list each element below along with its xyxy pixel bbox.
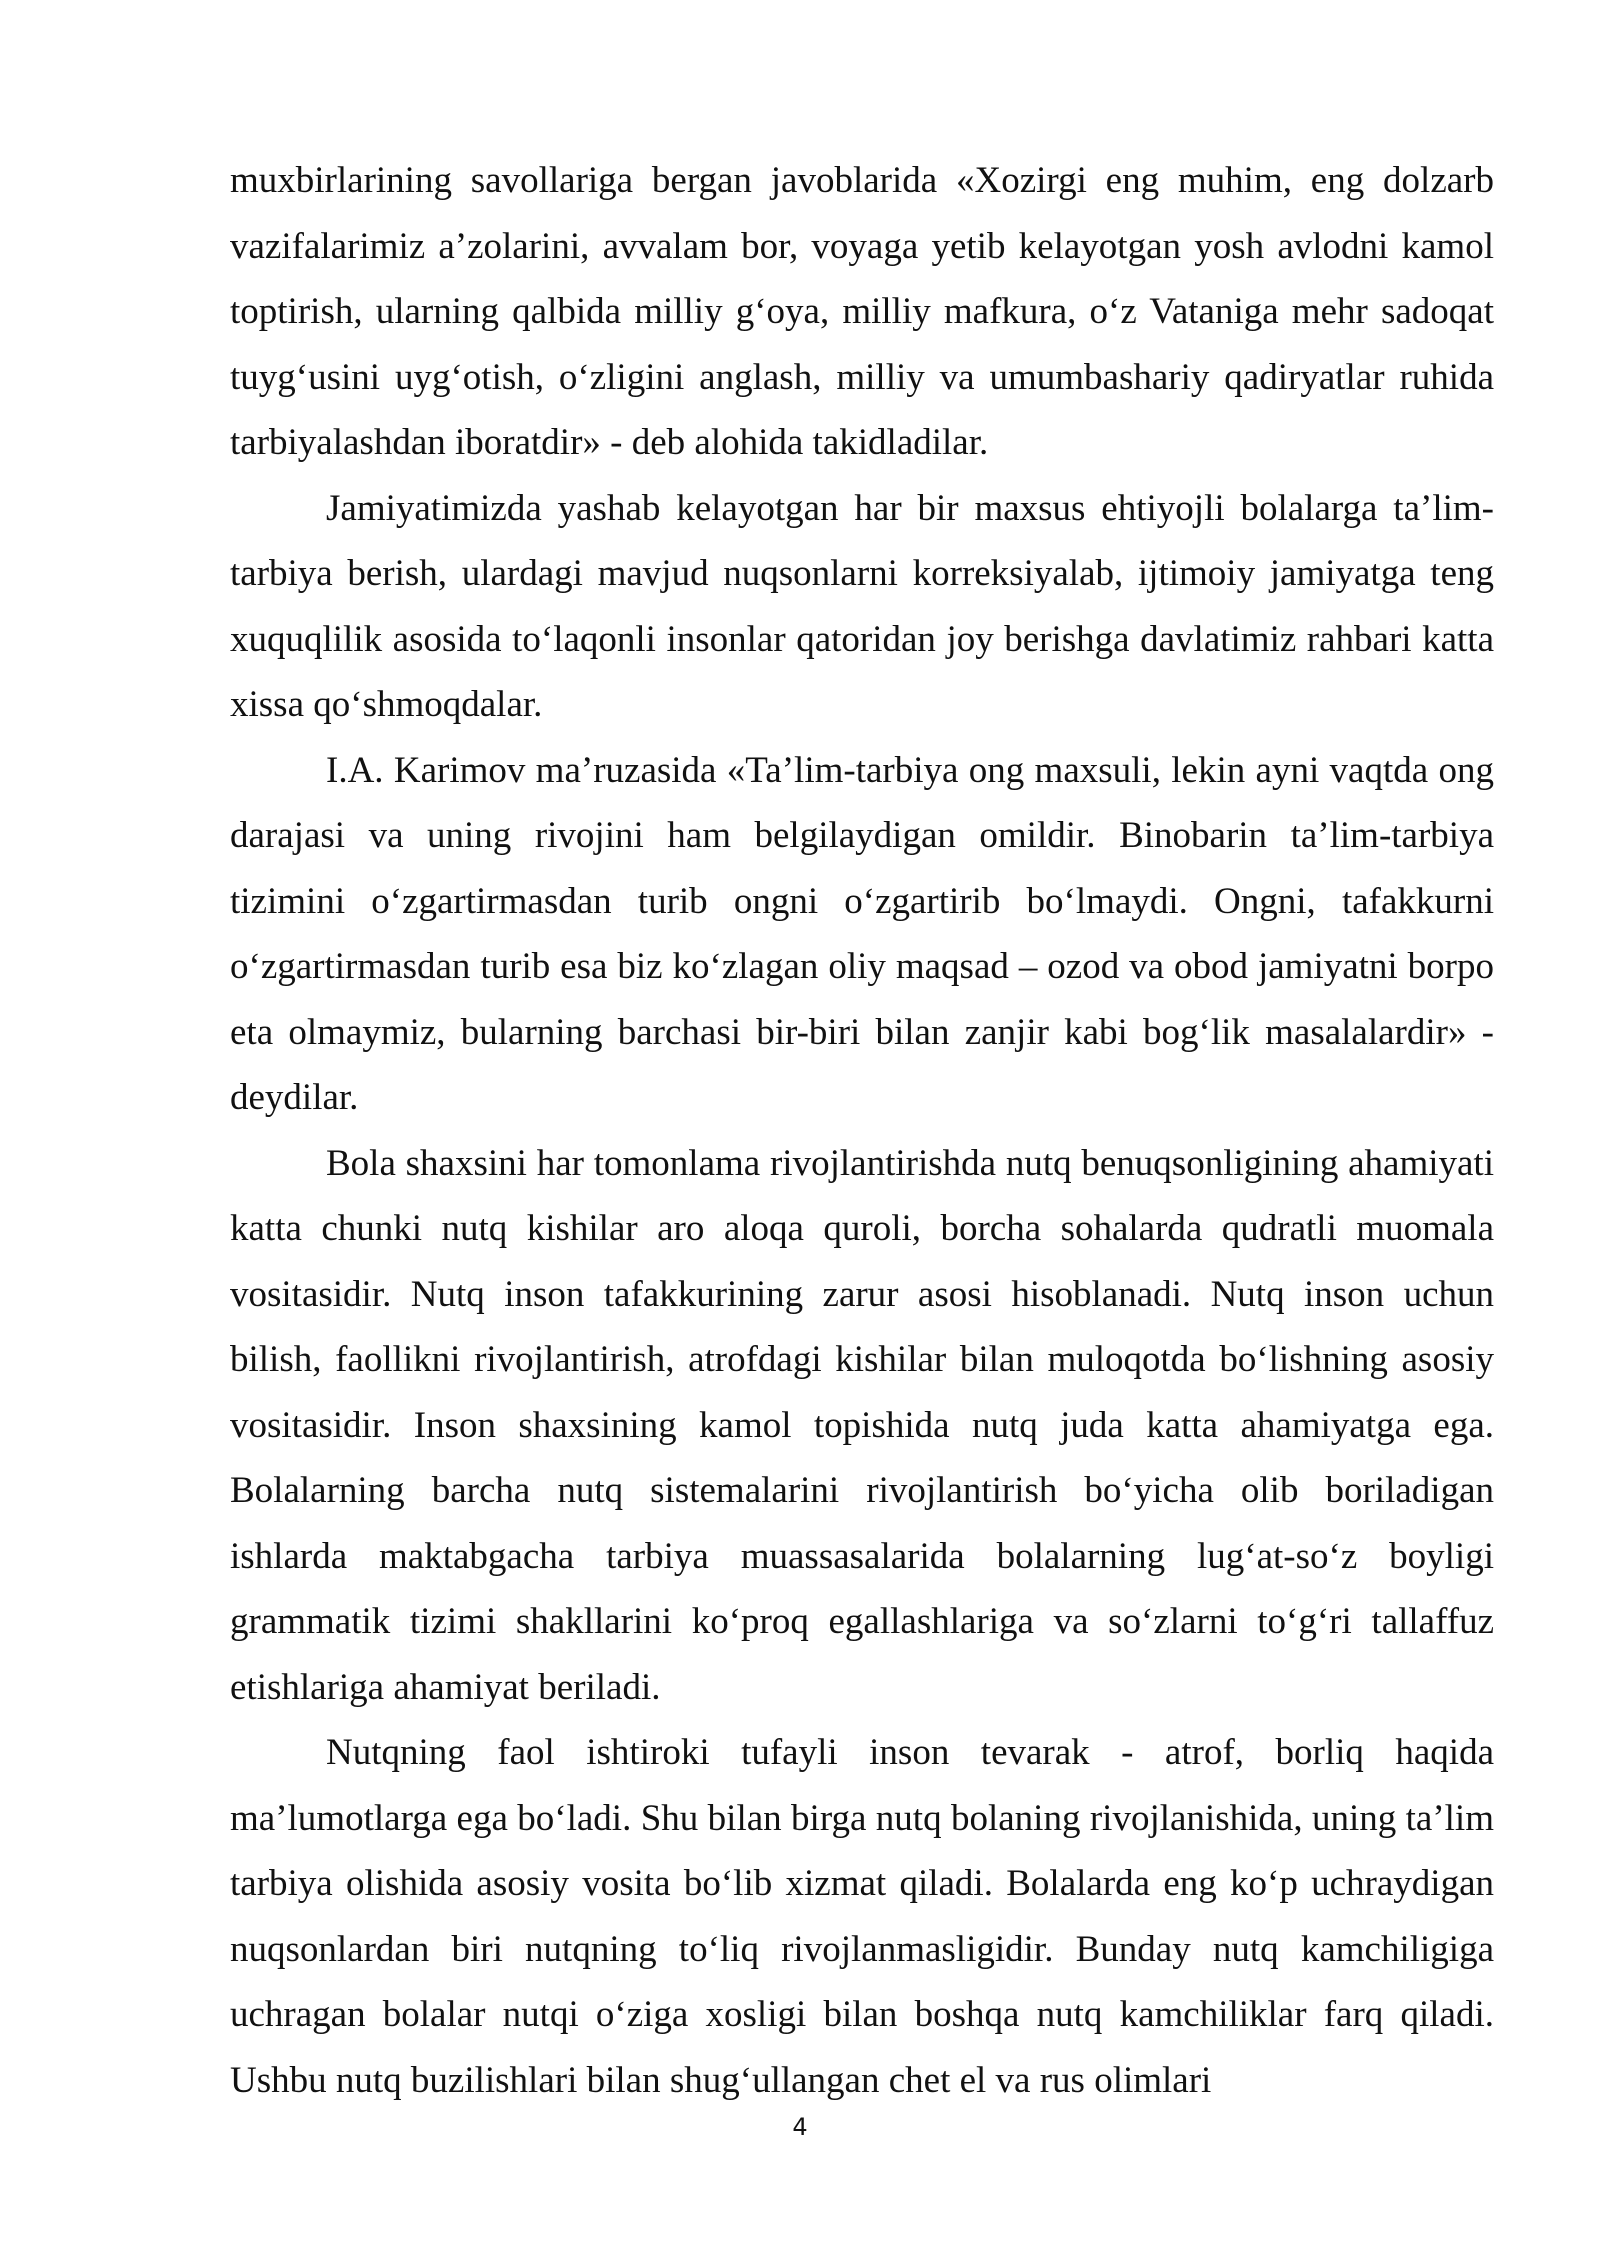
paragraph: Nutqning faol ishtiroki tufayli inson tevarak - atrof, borliq haqida ma’lumotlarga ega bo‘ladi. Shu bilan birga nutq bolaning rivojlanishida, uning ta’lim tarbiya olishida asosiy vosita bo‘lib xizmat qiladi. Bolalarda eng ko‘p uchraydigan nuqsonlardan biri nutqning to‘liq rivojlanmasligidir. Bunday nutq kamchiligiga uchragan bolalar nutqi o‘ziga xosligi bilan boshqa nutq kamchiliklar farq qiladi. Ushbu nutq buzilishlari bilan shug‘ullangan chet el va rus olimlari [230,1732,1494,2101]
paragraph: Jamiyatimizda yashab kelayotgan har bir maxsus ehtiyojli bolalarga ta’lim-tarbiya berish, ulardagi mavjud nuqsonlarni korreksiyalab, ijtimoiy jamiyatga teng xuquqlilik asosida to‘laqonli insonlar qatoridan joy berishga davlatimiz rahbari katta xissa qo‘shmoqdalar. [230,487,1494,725]
document-body [230,148,1494,2113]
page-number: 4 [792,2113,808,2141]
paragraph: Bola shaxsini har tomonlama rivojlantirishda nutq benuqsonligining ahamiyati katta chunki nutq kishilar aro aloqa quroli, borcha sohalarda qudratli muomala vositasidir. Nutq inson tafakkurining zarur asosi hisoblanadi. Nutq inson uchun bilish, faollikni rivojlantirish, atrofdagi kishilar bilan muloqotda bo‘lishning asosiy vositasidir. Inson shaxsining kamol topishida nutq juda katta ahamiyatga ega. Bolalarning barcha nutq sistemalarini rivojlantirish bo‘yicha olib boriladigan ishlarda maktabgacha tarbiya muassasalarida bolalarning lug‘at-so‘z boyligi grammatik tizimi shakllarini ko‘proq egallashlariga va so‘zlarni to‘g‘ri tallaffuz etishlariga ahamiyat beriladi. [230,1142,1494,1708]
paragraph-continuation: muxbirlarining savollariga bergan javoblarida «Xozirgi eng muhim, eng dolzarb vazifalarimiz a’zolarini, avvalam bor, voyaga yetib kelayotgan yosh avlodni kamol toptirish, ularning qalbida milliy g‘oya, milliy mafkura, o‘z Vataniga mehr sadoqat tuyg‘usini uyg‘otish, o‘zligini anglash, milliy va umumbashariy qadiryatlar ruhida tarbiyalashdan iboratdir» - deb alohida takidladilar. [230,160,1494,463]
paragraph: I.A. Karimov ma’ruzasida «Ta’lim-tarbiya ong maxsuli, lekin ayni vaqtda ong darajasi va uning rivojini ham belgilaydigan omildir. Binobarin ta’lim-tarbiya tizimini o‘zgartirmasdan turib ongni o‘zgartirib bo‘lmaydi. Ongni, tafakkurni o‘zgartirmasdan turib esa biz ko‘zlagan oliy maqsad – ozod va obod jamiyatni borpo eta olmaymiz, bularning barchasi bir-biri bilan zanjir kabi bog‘lik masalalardir» - deydilar. [230,749,1494,1118]
